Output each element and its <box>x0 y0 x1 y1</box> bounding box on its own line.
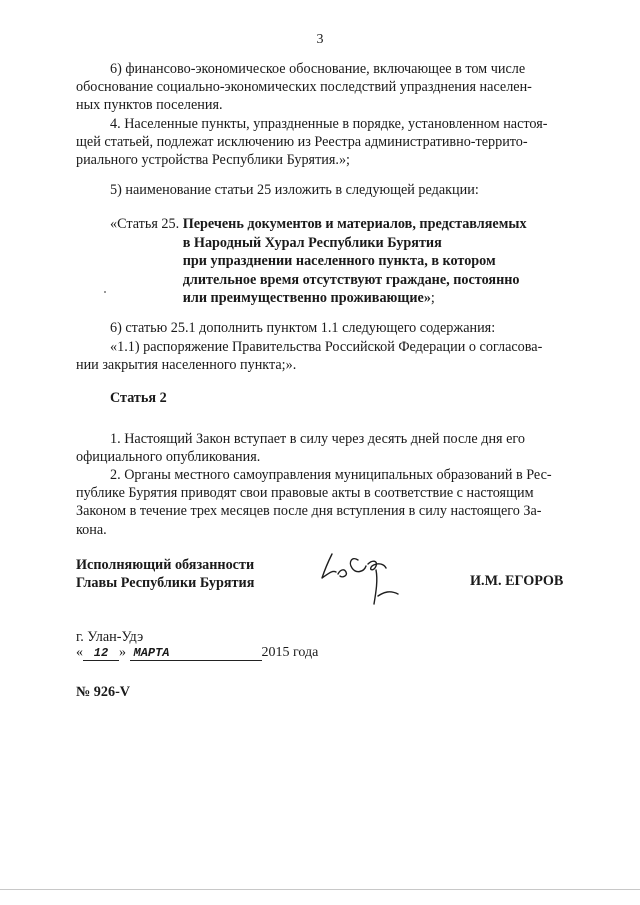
article-2-paragraph-2 <box>76 466 576 539</box>
text-line: Законом в течение трех месяцев после дня вступления в силу настоящего За- <box>76 503 542 520</box>
title-line: длительное время отсутствуют граждане, постоянно <box>182 271 520 288</box>
scan-edge-line <box>0 889 640 890</box>
date-month: МАРТА <box>130 646 262 661</box>
position-line: Исполняющий обязанности <box>76 557 255 573</box>
position-line: Главы Республики Бурятия <box>76 575 255 592</box>
text-line: кона. <box>76 521 107 538</box>
date-year: 2015 года <box>261 645 319 660</box>
signing-date <box>76 645 318 661</box>
title-line: при упразднении населенного пункта, в котором <box>182 253 496 269</box>
text-line: щей статьей, подлежат исключению из Реестра административно-террито- <box>76 134 528 151</box>
paragraph-item-4-settlements <box>76 115 576 170</box>
scan-speck <box>104 291 106 293</box>
title-line: или преимущественно проживающие» <box>182 290 431 306</box>
text-line: ных пунктов поселения. <box>76 97 223 114</box>
title-line: в Народный Хурал Республики Бурятия <box>182 234 442 251</box>
article-25-title <box>183 215 527 308</box>
text-line: 6) финансово-экономическое обоснование, включающее в том числе <box>110 61 526 77</box>
text-line: «1.1) распоряжение Правительства Российской Федерации о согласова- <box>110 339 543 355</box>
text-line: обоснование социально-экономических последствий упразднения населен- <box>76 79 532 96</box>
article-2-paragraph-1 <box>76 430 576 466</box>
text-line: 1. Настоящий Закон вступает в силу через десять дней после дня его <box>110 431 525 447</box>
law-number: № 926-V <box>76 684 131 700</box>
article-25-prefix: «Статья 25. <box>110 216 183 232</box>
title-line-last <box>183 289 527 308</box>
text-line: публике Бурятия приводят свои правовые акты в соответствие с настоящим <box>76 485 534 502</box>
text-line: нии закрытия населенного пункта;». <box>76 357 297 374</box>
text-line: 5) наименование статьи 25 изложить в следующей редакции: <box>110 182 479 198</box>
signatory-name: И.М. ЕГОРОВ <box>470 573 564 589</box>
signatory-position <box>76 556 306 592</box>
text-line: 6) статью 25.1 дополнить пунктом 1.1 следующего содержания: <box>110 320 496 336</box>
paragraph-item-5 <box>76 181 576 199</box>
article-25-title-block <box>110 215 580 308</box>
paragraph-item-6-article-25-1 <box>76 319 576 337</box>
text-line: 2. Органы местного самоуправления муниципальных образований в Рес- <box>110 467 552 483</box>
date-close-quote: » <box>119 645 126 660</box>
handwritten-signature <box>318 548 428 608</box>
date-day: 12 <box>83 646 119 661</box>
paragraph-item-6-financial <box>76 60 576 115</box>
text-line: официального опубликования. <box>76 449 261 466</box>
text-line: риального устройства Республики Бурятия.»; <box>76 152 350 169</box>
article-2-heading: Статья 2 <box>110 390 167 406</box>
page-number: 3 <box>316 32 324 47</box>
place-of-signing: г. Улан-Удэ <box>76 629 144 645</box>
paragraph-item-1-1 <box>76 338 576 374</box>
title-suffix: ; <box>430 290 435 306</box>
text-line: 4. Населенные пункты, упраздненные в порядке, установленном настоя- <box>110 116 548 132</box>
title-line: Перечень документов и материалов, представляемых <box>182 216 527 232</box>
date-open-quote: « <box>76 645 83 660</box>
